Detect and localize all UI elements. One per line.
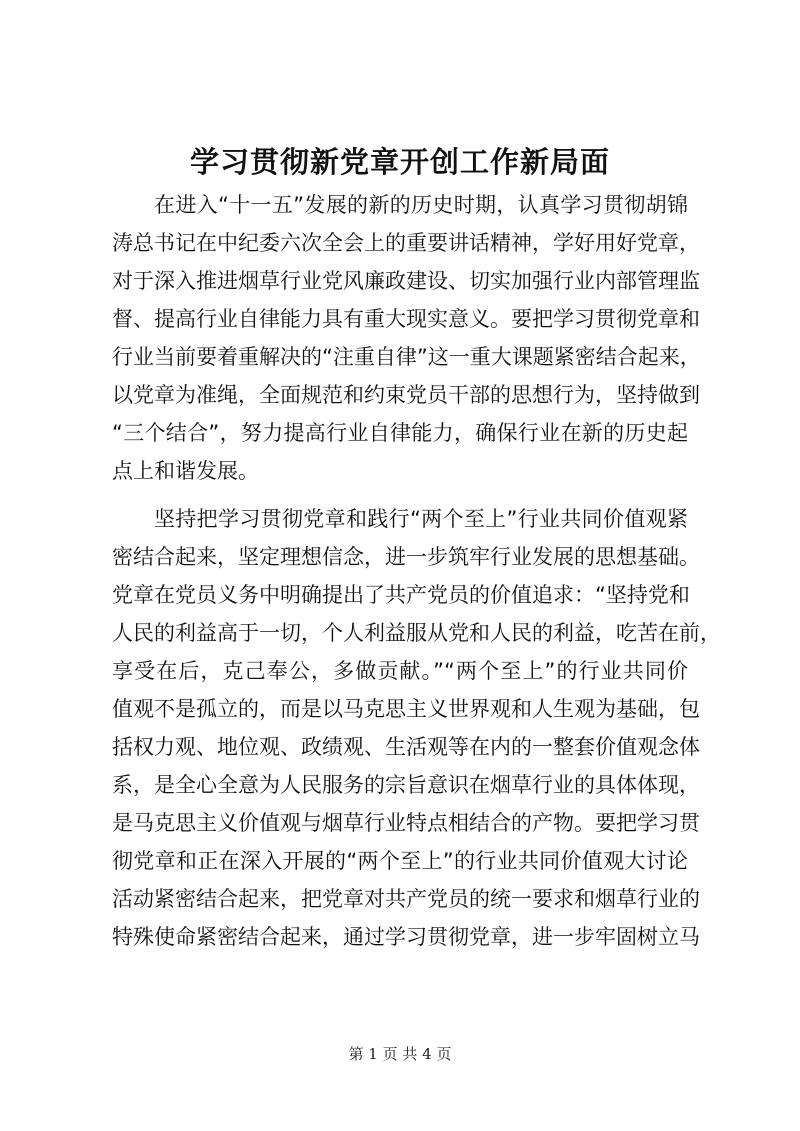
paragraph-line: 人民的利益高于一切，个人利益服从党和人民的利益，吃苦在前， bbox=[112, 621, 721, 645]
document-title: 学习贯彻新党章开创工作新局面 bbox=[189, 145, 610, 179]
paragraph-line: 行业当前要着重解决的“注重自律”这一重大课题紧密结合起来， bbox=[112, 345, 701, 369]
paragraph-line: 涛总书记在中纪委六次全会上的重要讲话精神，学好用好党章， bbox=[112, 231, 700, 255]
paragraph-line: 特殊使命紧密结合起来，通过学习贯彻党章，进一步牢固树立马 bbox=[112, 925, 700, 949]
paragraph-line: 彻党章和正在深入开展的“两个至上”的行业共同价值观大讨论 bbox=[112, 849, 688, 873]
page-footer: 第 1 页 共 4 页 bbox=[348, 1045, 452, 1063]
paragraph-line: 活动紧密结合起来，把党章对共产党员的统一要求和烟草行业的 bbox=[112, 887, 700, 911]
paragraph-line: 系，是全心全意为人民服务的宗旨意识在烟草行业的具体体现， bbox=[112, 773, 700, 797]
paragraph-2 bbox=[112, 500, 721, 956]
document-body bbox=[112, 186, 721, 956]
paragraph-line: 在进入“十一五”发展的新的历史时期，认真学习贯彻胡锦 bbox=[154, 193, 688, 217]
paragraph-line: 党章在党员义务中明确提出了共产党员的价值追求：“坚持党和 bbox=[112, 583, 690, 607]
paragraph-line: 享受在后，克己奉公，多做贡献。”“两个至上”的行业共同价 bbox=[112, 659, 688, 683]
paragraph-line: 是马克思主义价值观与烟草行业特点相结合的产物。要把学习贯 bbox=[112, 811, 700, 835]
paragraph-line: 括权力观、地位观、政绩观、生活观等在内的一整套价值观念体 bbox=[112, 735, 700, 759]
paragraph-line: 对于深入推进烟草行业党风廉政建设、切实加强行业内部管理监 bbox=[112, 269, 700, 293]
paragraph-line: “三个结合”，努力提高行业自律能力，确保行业在新的历史起 bbox=[112, 421, 688, 445]
paragraph-line: 密结合起来，坚定理想信念，进一步筑牢行业发展的思想基础。 bbox=[112, 545, 700, 569]
paragraph-line: 督、提高行业自律能力具有重大现实意义。要把学习贯彻党章和 bbox=[112, 307, 700, 331]
paragraph-line: 以党章为准绳，全面规范和约束党员干部的思想行为，坚持做到 bbox=[112, 383, 700, 407]
paragraph-1 bbox=[112, 186, 701, 490]
paragraph-line: 值观不是孤立的，而是以马克思主义世界观和人生观为基础，包 bbox=[112, 697, 700, 721]
paragraph-line: 点上和谐发展。 bbox=[112, 459, 259, 483]
paragraph-spacer bbox=[112, 490, 688, 500]
paragraph-line: 坚持把学习贯彻党章和践行“两个至上”行业共同价值观紧 bbox=[154, 507, 688, 531]
